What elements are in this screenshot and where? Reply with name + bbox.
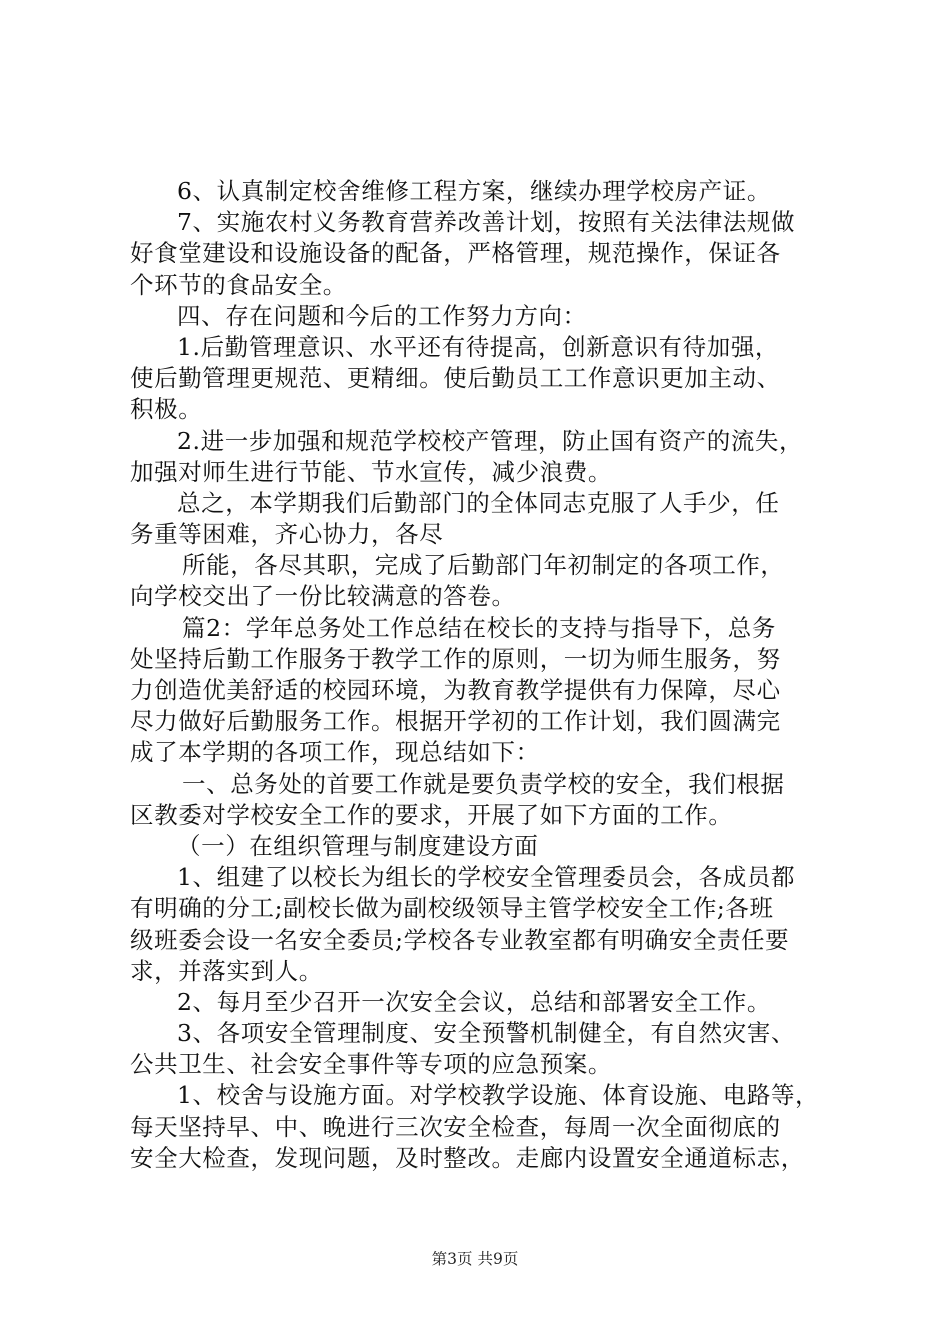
- text-line: 使后勤管理更规范、更精细。使后勤员工工作意识更加主动、: [130, 364, 781, 393]
- page-footer: [0, 1247, 950, 1269]
- text-line: 四、存在问题和今后的工作努力方向：: [177, 301, 587, 330]
- text-line: （一）在组织管理与制度建设方面: [177, 831, 539, 860]
- text-line: 级班委会设一名安全委员;学校各专业教室都有明确安全责任要: [130, 925, 790, 954]
- text-line: 加强对师生进行节能、节水宣传，减少浪费。: [130, 457, 612, 486]
- text-line: 2.进一步加强和规范学校校产管理，防止国有资产的流失，: [177, 426, 804, 455]
- text-line: 有明确的分工;副校长做为副校级领导主管学校安全工作;各班: [130, 894, 774, 923]
- text-line: 务重等困难，齐心协力，各尽: [130, 520, 444, 549]
- text-line: 1、校舍与设施方面。对学校教学设施、体育设施、电路等，: [177, 1081, 820, 1110]
- text-line: 所能，各尽其职，完成了后勤部门年初制定的各项工作，: [182, 551, 785, 580]
- text-line: 个环节的食品安全。: [130, 270, 347, 299]
- text-line: 区教委对学校安全工作的要求，开展了如下方面的工作。: [130, 800, 733, 829]
- text-line: 3、各项安全管理制度、安全预警机制健全，有自然灾害、: [177, 1019, 796, 1048]
- text-line: 好食堂建设和设施设备的配备，严格管理，规范操作，保证各: [130, 239, 781, 268]
- text-line: 每天坚持早、中、晚进行三次安全检查，每周一次全面彻底的: [130, 1112, 781, 1141]
- text-line: 1.后勤管理意识、水平还有待提高，创新意识有待加强，: [177, 332, 780, 361]
- text-line: 2、每月至少召开一次安全会议，总结和部署安全工作。: [177, 987, 771, 1016]
- text-line: 总之，本学期我们后勤部门的全体同志克服了人手少，任: [177, 488, 780, 517]
- text-line: 力创造优美舒适的校园环境，为教育教学提供有力保障，尽心: [130, 676, 781, 704]
- text-line: 6、认真制定校舍维修工程方案，继续办理学校房产证。: [177, 177, 771, 205]
- text-line: 一、总务处的首要工作就是要负责学校的安全，我们根据: [182, 769, 785, 798]
- text-line: 积极。: [130, 395, 203, 424]
- text-line: 1、组建了以校长为组长的学校安全管理委员会，各成员都: [177, 863, 796, 892]
- text-line: 向学校交出了一份比较满意的答卷。: [130, 582, 516, 611]
- document-body: [130, 176, 845, 1174]
- text-line: 7、实施农村义务教育营养改善计划，按照有关法律法规做: [177, 208, 796, 237]
- text-line: 安全大检查，发现问题，及时整改。走廊内设置安全通道标志，: [130, 1143, 805, 1172]
- text-line: 尽力做好后勤服务工作。根据开学初的工作计划，我们圆满完: [130, 707, 781, 736]
- page-number-label: 第3页 共9页: [431, 1250, 519, 1268]
- text-line: 处坚持后勤工作服务于教学工作的原则，一切为师生服务，努: [130, 644, 781, 673]
- text-line: 篇2：学年总务处工作总结在校长的支持与指导下，总务: [182, 613, 776, 642]
- text-line: 成了本学期的各项工作，现总结如下：: [130, 738, 540, 767]
- text-line: 求，并落实到人。: [130, 956, 323, 985]
- text-line: 公共卫生、社会安全事件等专项的应急预案。: [130, 1050, 612, 1079]
